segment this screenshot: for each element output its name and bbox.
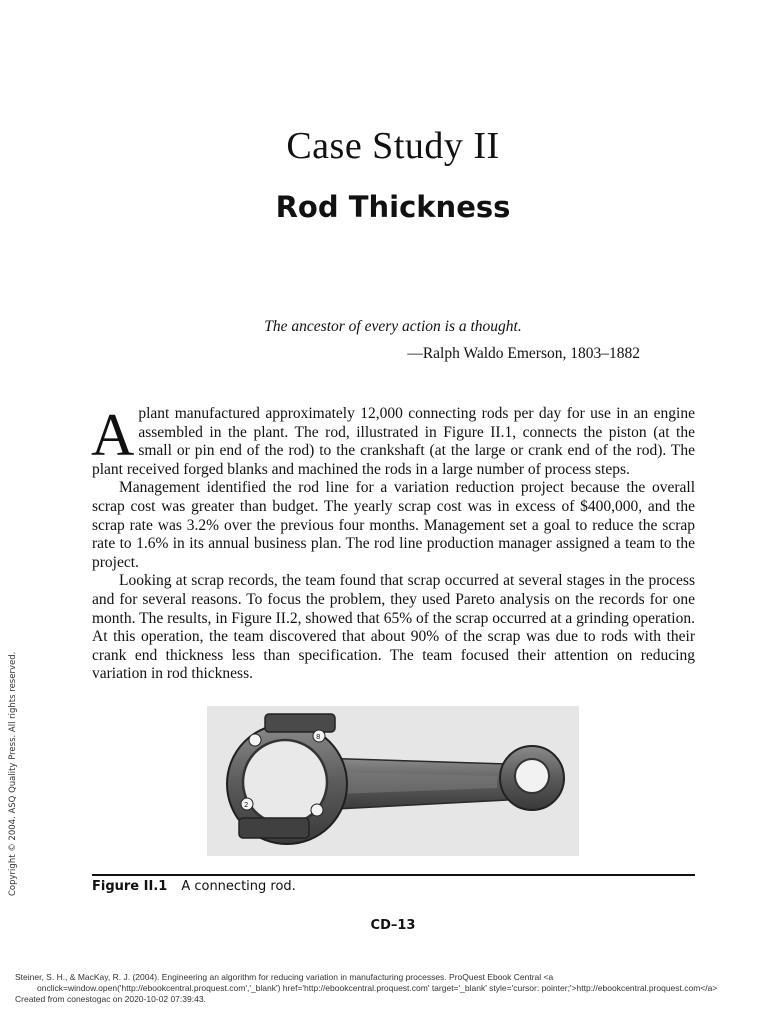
photo-mark-2: 2 bbox=[244, 801, 249, 809]
case-study-title: Case Study II bbox=[286, 125, 500, 167]
citation-line-3: Created from conestogac on 2020-10-02 07:39:43. bbox=[15, 994, 206, 1004]
chapter-title: Rod Thickness bbox=[275, 190, 511, 224]
paragraph-2: Management identified the rod line for a variation reduction project because the overall scrap cost was greater than budget. The yearly scrap cost was in excess of $400,000, and the scrap rate was 3.2% over the previous four months. Management set a goal to reduce the scrap rate to 1.6% in its annual business plan. The rod line production manager assigned a team to the project. bbox=[92, 479, 695, 571]
connecting-rod-illustration bbox=[207, 706, 579, 856]
epigraph-quote: The ancestor of every action is a thought. bbox=[264, 318, 522, 335]
epigraph-attribution: —Ralph Waldo Emerson, 1803–1882 bbox=[407, 345, 640, 362]
citation-line-1: Steiner, S. H., & MacKay, R. J. (2004). Engineering an algorithm for reducing variation in manufacturing processes. ProQuest Ebook Central <a bbox=[15, 972, 554, 982]
paragraph-1-text: plant manufactured approximately 12,000 connecting rods per day for use in an engine assembled in the plant. The rod, illustrated in Figure II.1, connects the piston (at the small or pin end of the rod) to the crankshaft (at the large or crank end of the rod). The plant received forged blanks and machined the rods in a large number of process steps. bbox=[92, 405, 695, 478]
page-number: CD–13 bbox=[370, 918, 416, 933]
paragraph-1 bbox=[91, 402, 695, 479]
body-text bbox=[91, 402, 695, 684]
figure-divider bbox=[92, 874, 695, 876]
drop-cap: A bbox=[91, 402, 135, 468]
paragraph-3: Looking at scrap records, the team found that scrap occurred at several stages in the process and for several reasons. To focus the problem, they used Pareto analysis on the records for one month. The results, in Figure II.2, showed that 65% of the scrap occurred at a grinding operation. At this operation, the team discovered that about 90% of the scrap was due to rods with their crank end thickness less than specification. The team focused their attention on reducing variation in rod thickness. bbox=[92, 572, 695, 683]
figure-caption bbox=[92, 879, 296, 894]
citation-footer bbox=[15, 972, 765, 1005]
citation-line-2: onclick=window.open('http://ebookcentral.proquest.com','_blank') href='http://ebookcentral.proquest.com' target='_blank' style='cursor: pointer;'>http://ebookcentral.proquest.com</a> bbox=[37, 983, 718, 993]
connecting-rod-photo bbox=[207, 706, 579, 856]
figure-label: Figure II.1 bbox=[92, 879, 168, 894]
photo-mark-8: 8 bbox=[316, 733, 321, 741]
copyright-notice: Copyright © 2004. ASQ Quality Press. All rights reserved. bbox=[8, 651, 18, 896]
figure-caption-text: A connecting rod. bbox=[181, 879, 296, 894]
